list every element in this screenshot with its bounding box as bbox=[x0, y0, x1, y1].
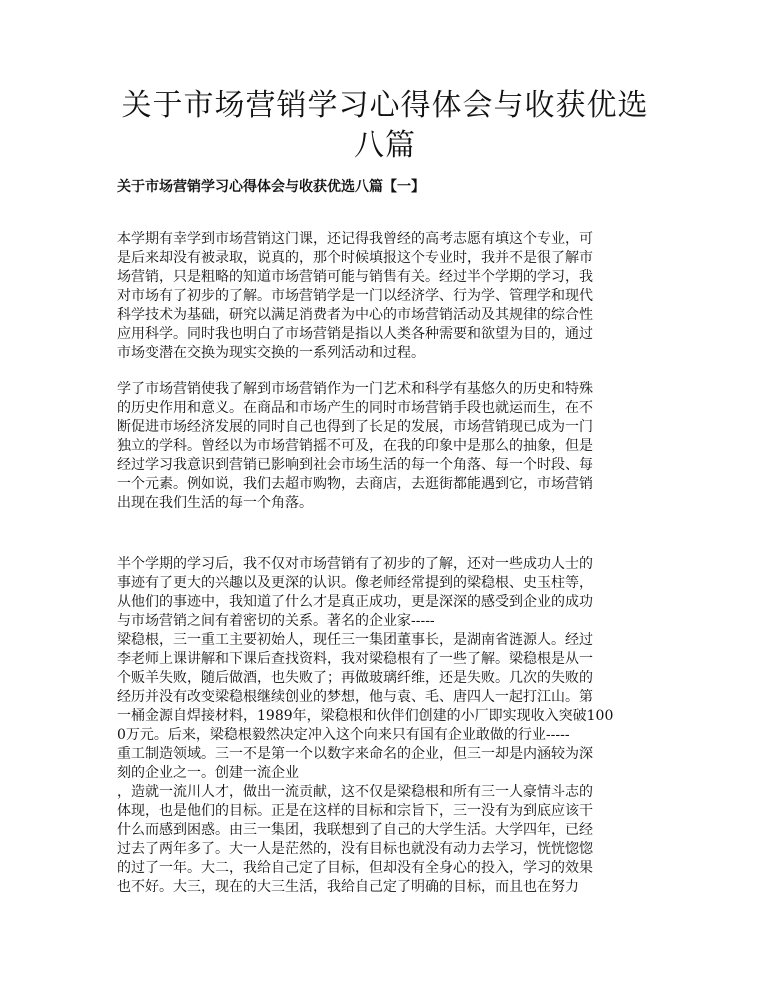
text-line: 一个元素。例如说，我们去超市购物，去商店，去逛街都能遇到它，市场营销 bbox=[117, 476, 593, 492]
text-line: 应用科学。同时我也明白了市场营销是指以人类各种需要和欲望为目的，通过 bbox=[117, 326, 593, 342]
text-line: 是后来却没有被录取，说真的，那个时候填报这个专业时，我并不是很了解市 bbox=[117, 250, 593, 266]
text-line: 从他们的事迹中，我知道了什么才是真正成功，更是深深的感受到企业的成功 bbox=[117, 594, 593, 610]
paragraph-3 bbox=[117, 555, 655, 897]
paragraph-1 bbox=[117, 230, 655, 363]
text-line: 出现在我们生活的每一个角落。 bbox=[117, 495, 313, 511]
text-line: 体现，也是他们的目标。正是在这样的目标和宗旨下，三一没有为到底应该干 bbox=[117, 803, 593, 819]
text-line: 一桶金源自焊接材料，1989年，梁稳根和伙伴们创建的小厂即实现收入突破100 bbox=[117, 708, 614, 724]
text-line: 场营销，只是粗略的知道市场营销可能与销售有关。经过半个学期的学习，我 bbox=[117, 269, 593, 285]
paragraph-2 bbox=[117, 380, 655, 513]
text-line: 李老师上课讲解和下课后查找资料，我对梁稳根有了一些了解。梁稳根是从一 bbox=[117, 651, 593, 667]
title-line-1: 关于市场营销学习心得体会与收获优选 bbox=[121, 88, 649, 123]
text-line: 个贩羊失败，随后做酒，也失败了；再做玻璃纤维，还是失败。几次的失败的 bbox=[117, 670, 593, 686]
text-line: 什么而感到困惑。由三一集团，我联想到了自己的大学生活。大学四年，已经 bbox=[117, 822, 593, 838]
text-line: 过去了两年多了。大一人是茫然的，没有目标也就没有动力去学习，恍恍惚惚 bbox=[117, 841, 593, 857]
text-line: 本学期有幸学到市场营销这门课，还记得我曾经的高考志愿有填这个专业，可 bbox=[117, 231, 593, 247]
text-line: 对市场有了初步的了解。市场营销学是一门以经济学、行为学、管理学和现代 bbox=[117, 288, 593, 304]
text-line: 的历史作用和意义。在商品和市场产生的同时市场营销手段也就运而生，在不 bbox=[117, 400, 593, 416]
text-line: 市场变潜在交换为现实交换的一系列活动和过程。 bbox=[117, 345, 425, 361]
document-title bbox=[100, 86, 670, 166]
text-line: 科学技术为基础，研究以满足消费者为中心的市场营销活动及其规律的综合性 bbox=[117, 307, 593, 323]
text-line: ，造就一流川人才，做出一流贡献，这不仅是梁稳根和所有三一人豪情斗志的 bbox=[117, 784, 593, 800]
text-line: 独立的学科。曾经以为市场营销摇不可及，在我的印象中是那么的抽象，但是 bbox=[117, 438, 593, 454]
text-line: 经历并没有改变梁稳根继续创业的梦想，他与袁、毛、唐四人一起打江山。第 bbox=[117, 689, 593, 705]
section-heading: 关于市场营销学习心得体会与收获优选八篇【一】 bbox=[117, 179, 425, 195]
text-line: 事迹有了更大的兴趣以及更深的认识。像老师经常提到的梁稳根、史玉柱等， bbox=[117, 575, 593, 591]
text-line: 刻的企业之一。创建一流企业 bbox=[117, 765, 299, 781]
text-line: 学了市场营销使我了解到市场营销作为一门艺术和科学有基悠久的历史和特殊 bbox=[117, 381, 593, 397]
text-line: 断促进市场经济发展的同时自己也得到了长足的发展，市场营销现已成为一门 bbox=[117, 419, 593, 435]
text-line: 0万元。后来，梁稳根毅然决定冲入这个向来只有国有企业敢做的行业----- bbox=[117, 727, 570, 743]
text-line: 也不好。大三，现在的大三生活，我给自己定了明确的目标，而且也在努力 bbox=[117, 879, 579, 895]
text-line: 梁稳根，三一重工主要初始人，现任三一集团董事长，是湖南省涟源人。经过 bbox=[117, 632, 593, 648]
text-line: 重工制造领域。三一不是第一个以数字来命名的企业，但三一却是内涵较为深 bbox=[117, 746, 593, 762]
text-line: 半个学期的学习后，我不仅对市场营销有了初步的了解，还对一些成功人士的 bbox=[117, 556, 593, 572]
text-line: 的过了一年。大二，我给自己定了目标，但却没有全身心的投入，学习的效果 bbox=[117, 860, 593, 876]
text-line: 与市场营销之间有着密切的关系。著名的企业家----- bbox=[117, 613, 435, 629]
title-line-2: 八篇 bbox=[354, 128, 416, 163]
text-line: 经过学习我意识到营销已影响到社会市场生活的每一个角落、每一个时段、每 bbox=[117, 457, 593, 473]
